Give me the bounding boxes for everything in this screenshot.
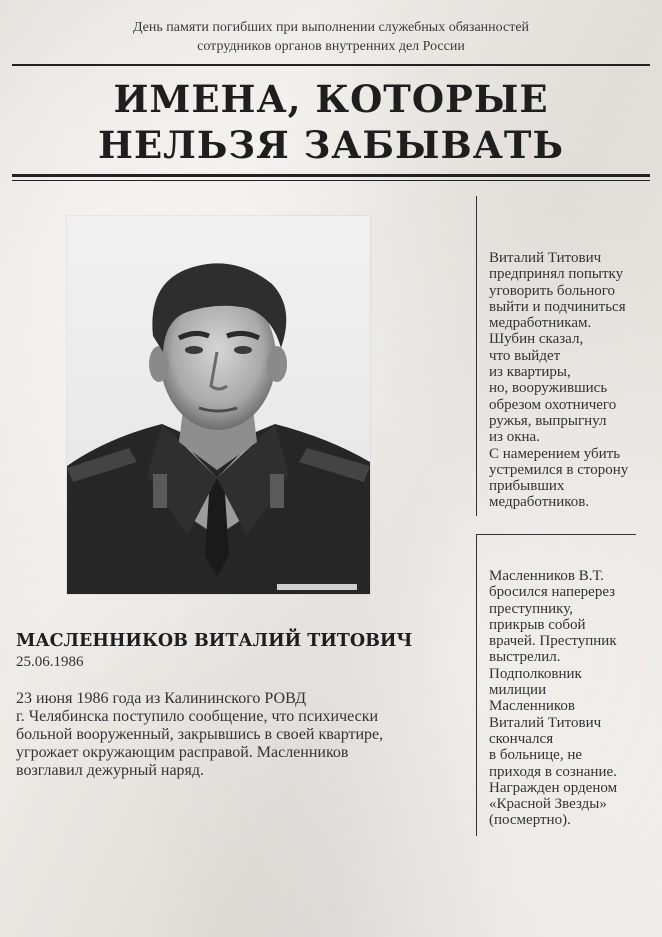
main-text-line: г. Челябинска поступило сообщение, что психически	[16, 708, 379, 725]
sidebar-block-1-line: из окна.	[489, 429, 540, 446]
sidebar-block-1-line: С намерением убить	[489, 445, 621, 462]
sidebar-block-1-line: выйти и подчиниться	[489, 298, 626, 315]
main-text-line: возглавил дежурный наряд.	[16, 762, 205, 779]
main-text-line: угрожает окружающим расправой. Масленников	[16, 744, 349, 761]
headline-rule-thin	[12, 180, 650, 181]
death-date: 25.06.1986	[16, 654, 84, 670]
sidebar-block-1-line: предпринял попытку	[489, 266, 624, 283]
sidebar-block-2-line: бросился наперерез	[489, 584, 616, 601]
sidebar-block-2-line: приходя в сознание.	[489, 763, 617, 780]
main-text-line: больной вооруженный, закрывшись в своей квартире,	[16, 726, 384, 743]
main-text	[16, 690, 466, 780]
sidebar-block-1-line: медработникам.	[489, 315, 592, 332]
person-name: МАСЛЕННИКОВ ВИТАЛИЙ ТИТОВИЧ	[16, 631, 413, 651]
sidebar-block-1-line: устремился в сторону	[489, 461, 629, 478]
subtitle-line-1: День памяти погибших при выполнении служебных обязанностей	[132, 20, 530, 35]
sidebar-block-2-line: милиции	[489, 682, 547, 699]
sidebar-block-2-line: (посмертно).	[489, 812, 571, 829]
top-rule	[12, 64, 650, 66]
sidebar-block-2-line: Масленников	[489, 698, 575, 715]
sidebar-divider-upper	[476, 196, 477, 516]
sidebar-block-1-line: ружья, выпрыгнул	[489, 412, 607, 429]
sidebar-block-1-line: обрезом охотничего	[489, 396, 617, 413]
sidebar-block-1-line: из квартиры,	[489, 364, 571, 381]
sidebar-block-2-line: Масленников В.Т.	[489, 568, 604, 584]
page-headline	[20, 76, 642, 168]
sidebar-block-2-line: в больнице, не	[489, 747, 583, 764]
sidebar-block-2-line: Виталий Титович	[489, 714, 602, 731]
sidebar-block-2-line: Подполковник	[489, 665, 582, 682]
sidebar-block-1-line: но, вооружившись	[489, 380, 608, 397]
main-text-line: 23 июня 1986 года из Калининского РОВД	[16, 690, 307, 707]
portrait-photo	[67, 216, 370, 594]
sidebar-block-1-line: прибывших	[489, 478, 565, 495]
sidebar-block-1-line: Виталий Титович	[489, 250, 602, 266]
headline-rule-thick	[12, 174, 650, 177]
page-subtitle	[40, 18, 622, 56]
sidebar-block-2-line: преступнику,	[489, 600, 573, 617]
sidebar-block-1-line: Шубин сказал,	[489, 331, 584, 348]
sidebar-block-1-line: уговорить больного	[489, 282, 615, 299]
sidebar-block-1-line: что выйдет	[489, 347, 561, 364]
sidebar-block-1	[489, 250, 654, 511]
subtitle-line-2: сотрудников органов внутренних дел России	[197, 39, 465, 54]
sidebar-divider-horizontal	[476, 534, 636, 535]
sidebar-block-2-line: выстрелил.	[489, 649, 561, 666]
sidebar-divider-lower	[476, 534, 477, 836]
sidebar-block-2	[489, 568, 654, 829]
sidebar-block-2-line: скончался	[489, 730, 554, 747]
sidebar-block-2-line: врачей. Преступник	[489, 633, 617, 650]
sidebar-block-2-line: «Красной Звезды»	[489, 796, 607, 813]
headline-line-2: НЕЛЬЗЯ ЗАБЫВАТЬ	[98, 123, 564, 167]
portrait-illustration	[67, 216, 370, 594]
sidebar-block-2-line: прикрыв собой	[489, 616, 586, 633]
headline-line-1: ИМЕНА, КОТОРЫЕ	[113, 77, 549, 121]
sidebar-block-2-line: Награжден орденом	[489, 779, 618, 796]
sidebar-block-1-line: медработников.	[489, 494, 590, 511]
